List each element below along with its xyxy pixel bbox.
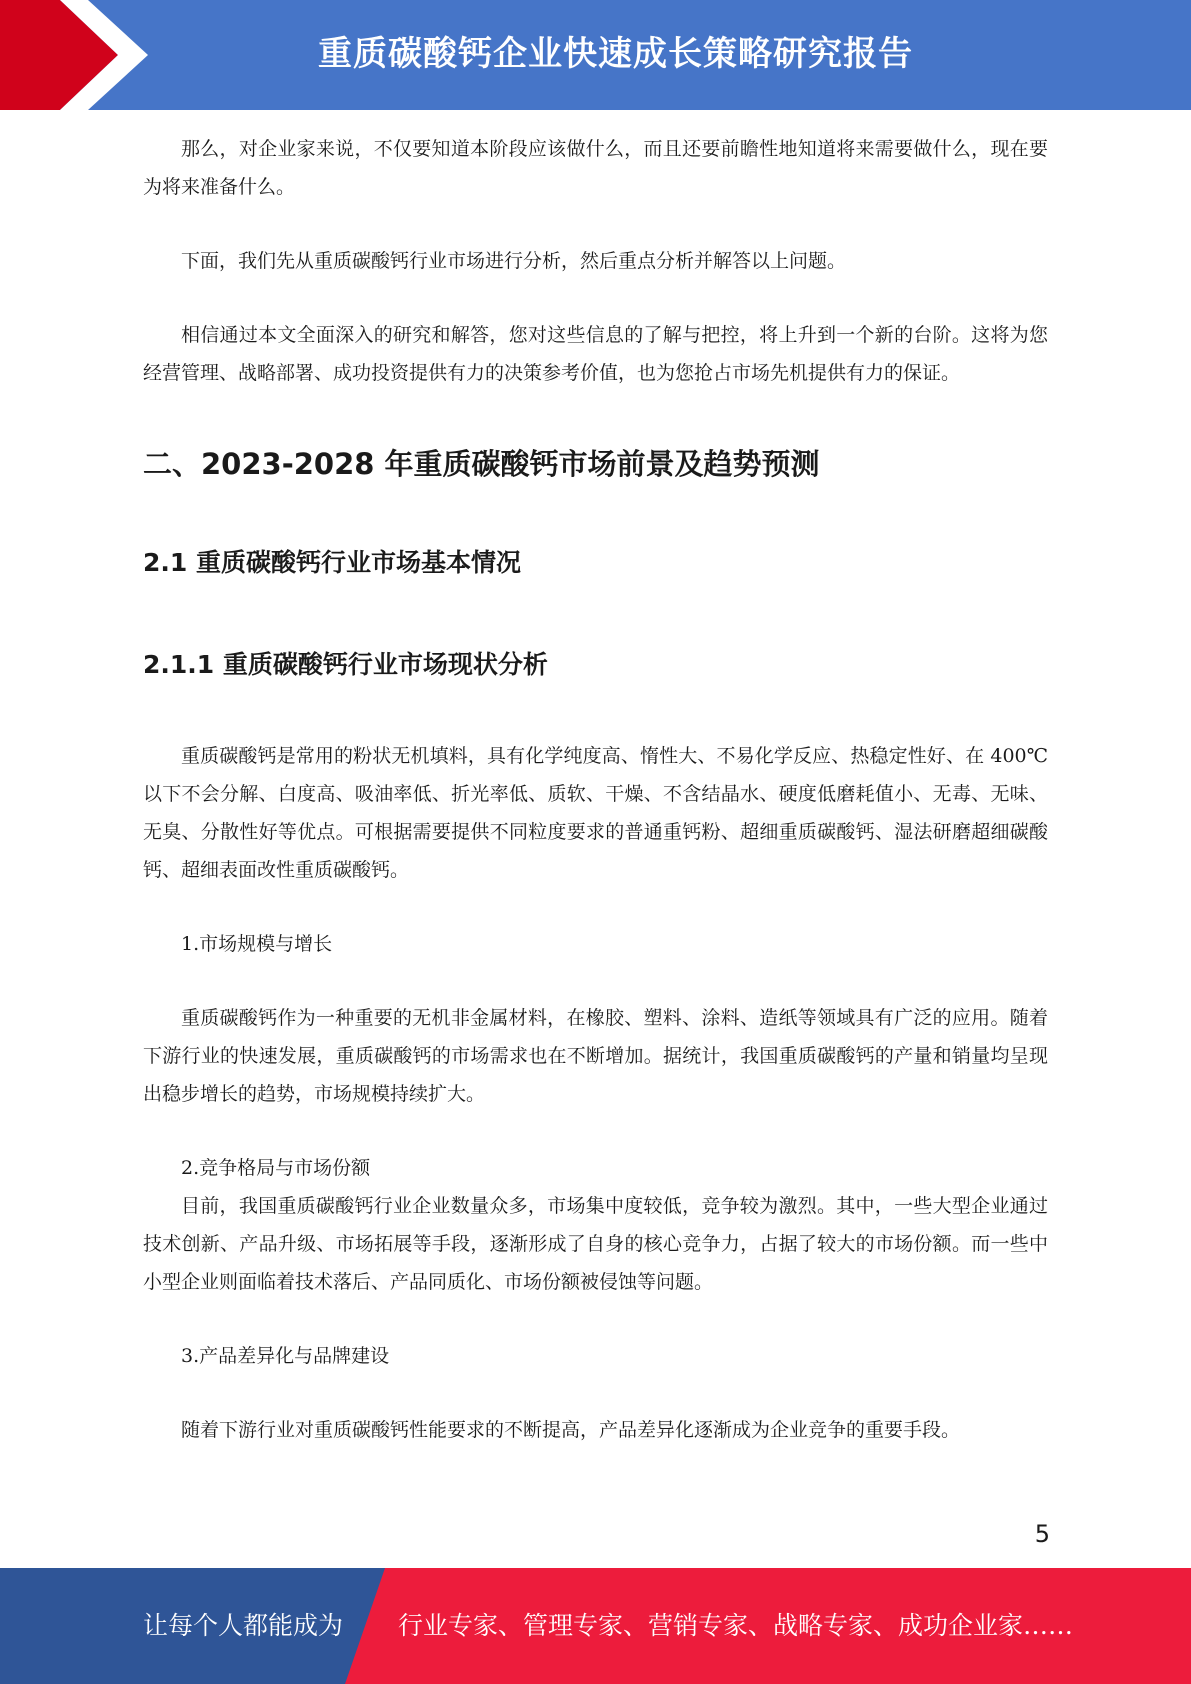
page-number: 5 <box>1034 1520 1050 1548</box>
paragraph-7: 随着下游行业对重质碳酸钙性能要求的不断提高，产品差异化逐渐成为企业竞争的重要手段。 <box>181 1419 961 1441</box>
subtopic-2-label: 2.竞争格局与市场份额 <box>181 1157 371 1179</box>
page-footer <box>0 1568 1191 1684</box>
paragraph-1: 那么，对企业家来说，不仅要知道本阶段应该做什么，而且还要前瞻性地知道将来需要做什么，现在要为将来准备什么。 <box>143 138 1048 198</box>
paragraph-3: 相信通过本文全面深入的研究和解答，您对这些信息的了解与把控，将上升到一个新的台阶。这将为您经营管理、战略部署、成功投资提供有力的决策参考价值，也为您抢占市场先机提供有力的保证。 <box>143 324 1048 384</box>
paragraph-6: 目前，我国重质碳酸钙行业企业数量众多，市场集中度较低，竞争较为激烈。其中，一些大型企业通过技术创新、产品升级、市场拓展等手段，逐渐形成了自身的核心竞争力，占据了较大的市场份额。而一些中小型企业则面临着技术落后、产品同质化、市场份额被侵蚀等问题。 <box>143 1195 1048 1293</box>
subtopic-3-label: 3.产品差异化与品牌建设 <box>181 1345 390 1367</box>
footer-slogan-right: 行业专家、管理专家、营销专家、战略专家、成功企业家…… <box>398 1611 1074 1640</box>
paragraph-5: 重质碳酸钙作为一种重要的无机非金属材料，在橡胶、塑料、涂料、造纸等领域具有广泛的应用。随着下游行业的快速发展，重质碳酸钙的市场需求也在不断增加。据统计，我国重质碳酸钙的产量和销量均呈现出稳步增长的趋势，市场规模持续扩大。 <box>143 1007 1048 1105</box>
subsection-heading-2-1: 2.1 重质碳酸钙行业市场基本情况 <box>143 548 521 577</box>
footer-slogan-left: 让每个人都能成为 <box>143 1611 344 1640</box>
section-heading-2: 二、2023-2028 年重质碳酸钙市场前景及趋势预测 <box>143 447 820 481</box>
paragraph-2: 下面，我们先从重质碳酸钙行业市场进行分析，然后重点分析并解答以上问题。 <box>181 250 847 272</box>
paragraph-4: 重质碳酸钙是常用的粉状无机填料，具有化学纯度高、惰性大、不易化学反应、热稳定性好、在 400℃以下不会分解、白度高、吸油率低、折光率低、质软、干燥、不含结晶水、硬度低磨耗值小、无毒、无味、无臭、分散性好等优点。可根据需要提供不同粒度要求的普通重钙粉、超细重质碳酸钙、湿法研磨超细碳酸钙、超细表面改性重质碳酸钙。 <box>143 745 1048 881</box>
page-header <box>0 0 1191 110</box>
subsection-heading-2-1-1: 2.1.1 重质碳酸钙行业市场现状分析 <box>143 650 548 679</box>
subtopic-1-label: 1.市场规模与增长 <box>181 933 333 955</box>
report-title: 重质碳酸钙企业快速成长策略研究报告 <box>318 34 913 74</box>
document-body <box>143 130 1048 1449</box>
